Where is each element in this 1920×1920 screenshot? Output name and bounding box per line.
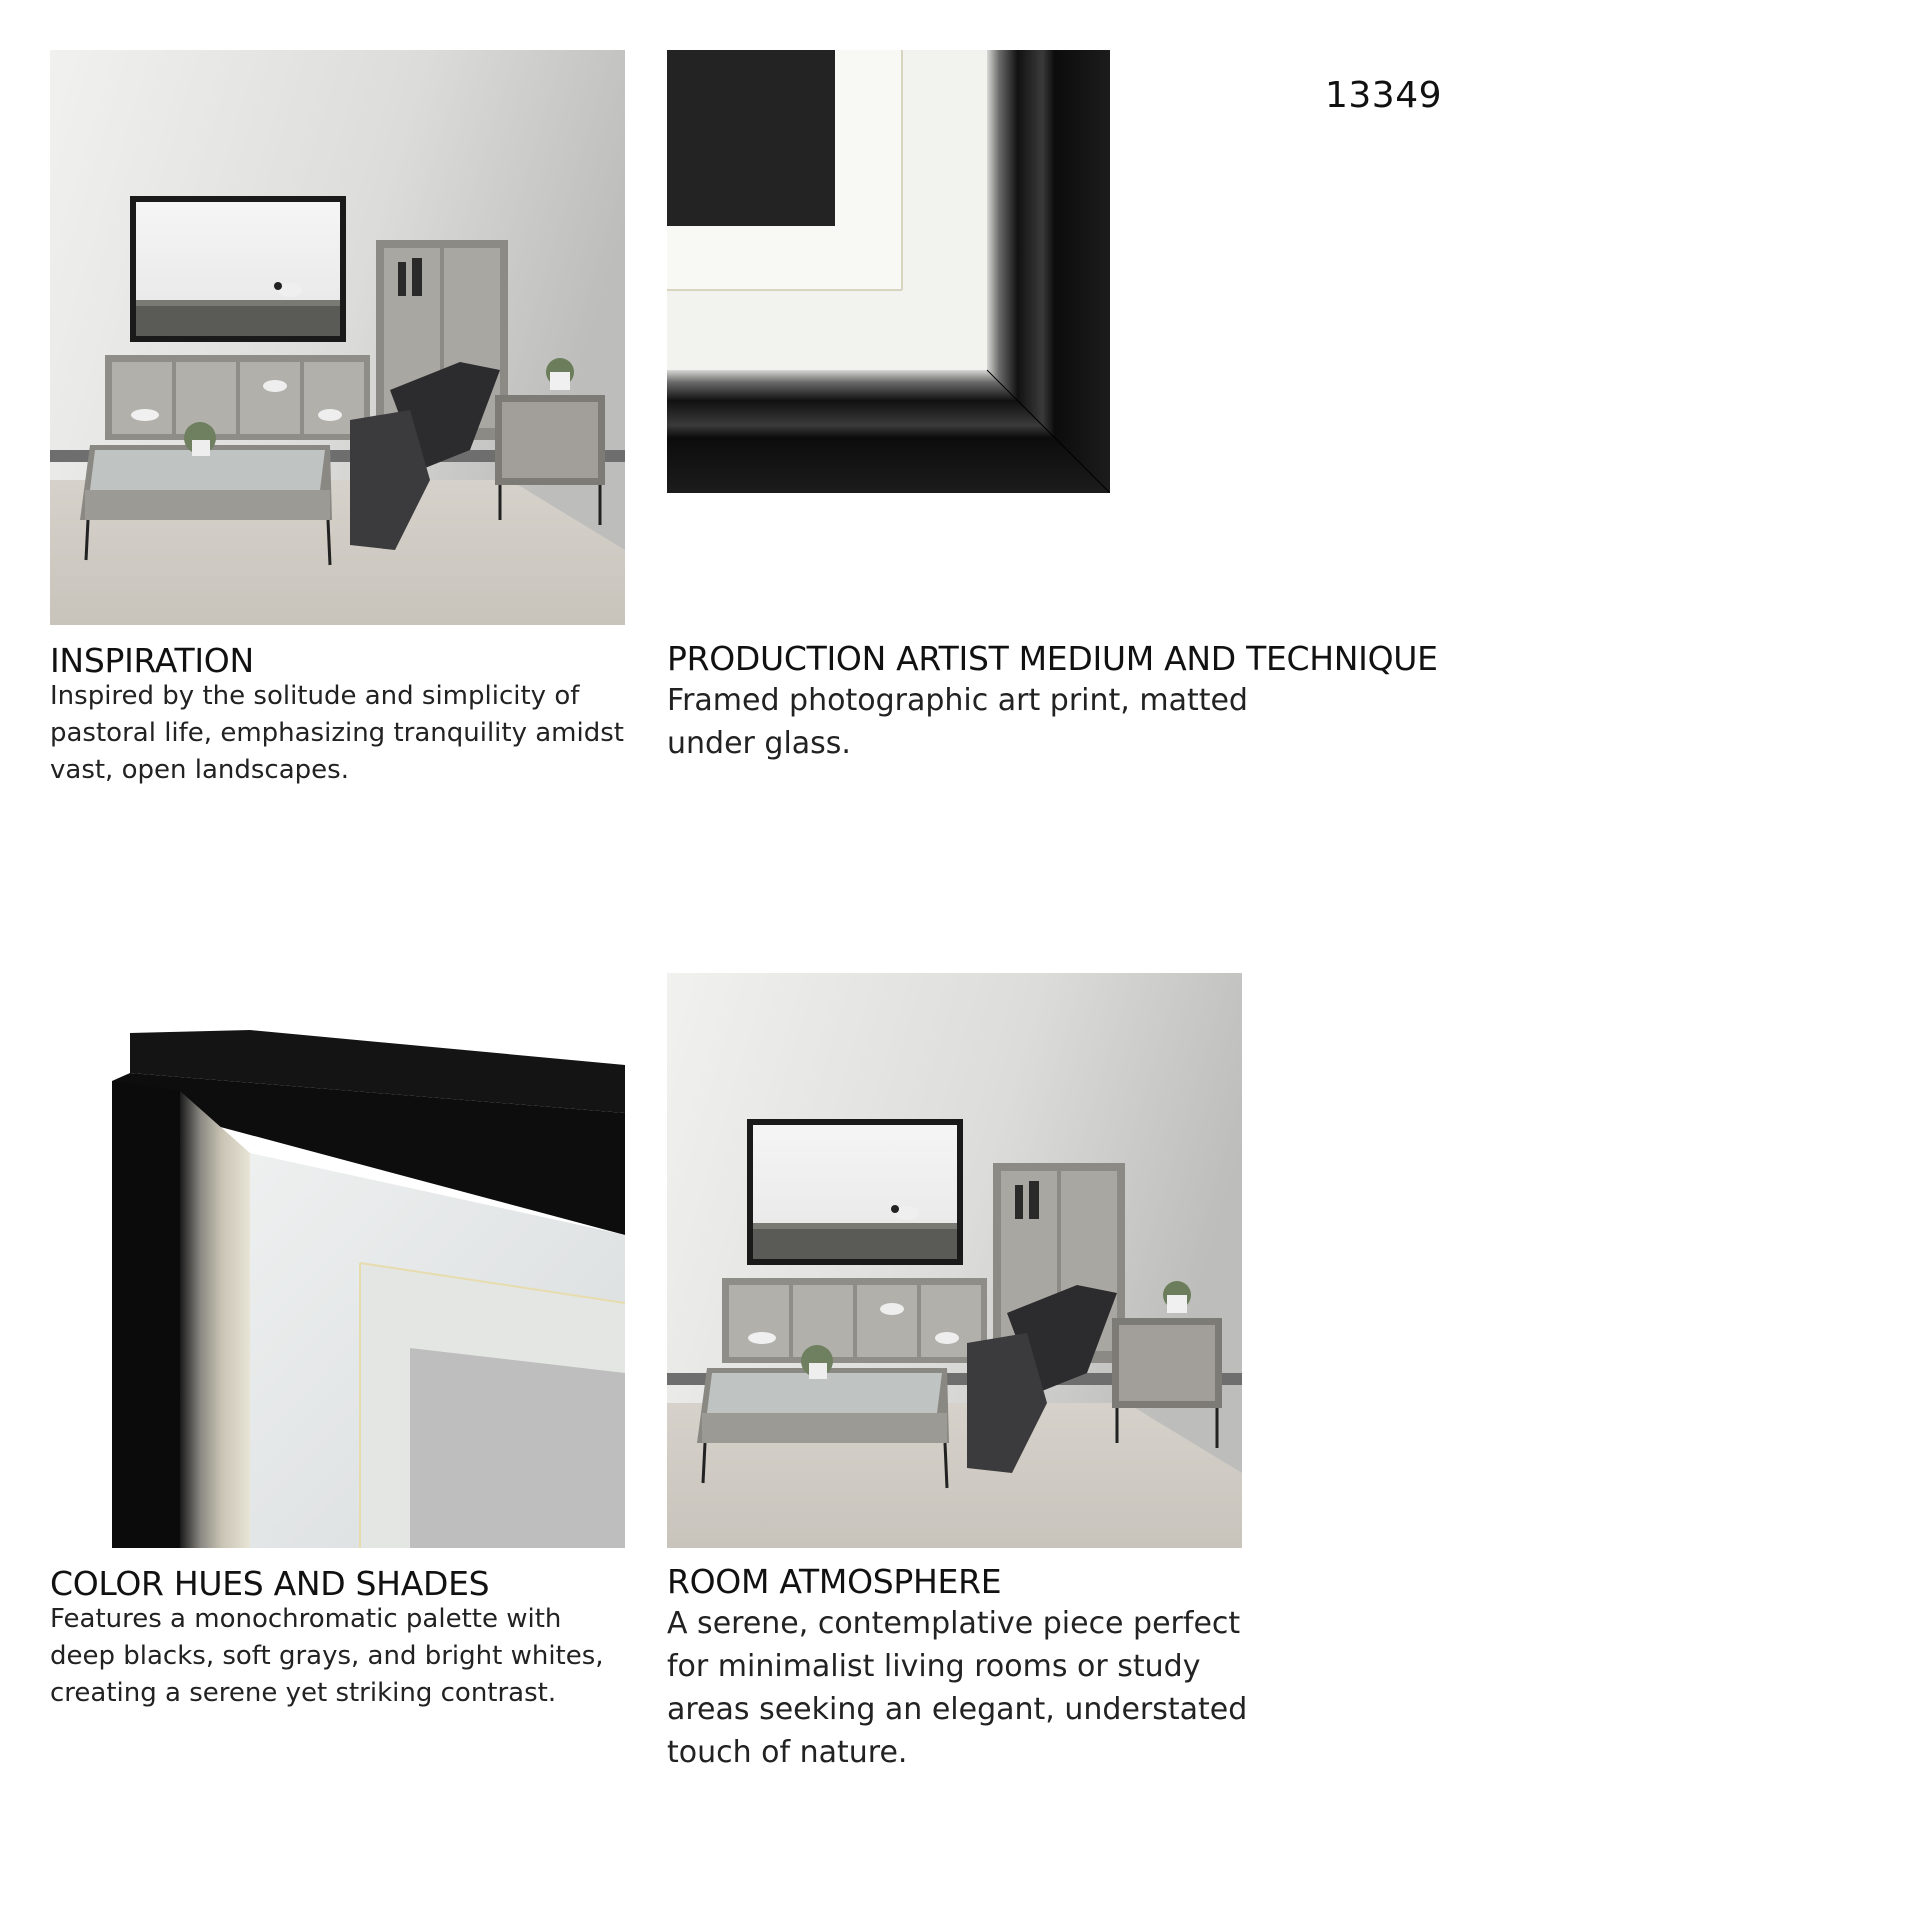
frame-corner-closeup-image [667, 50, 1110, 493]
frame-angle-closeup-image [50, 973, 625, 1548]
production-heading: PRODUCTION ARTIST MEDIUM AND TECHNIQUE [667, 639, 1438, 678]
color-text: Features a monochromatic palette with deep blacks, soft grays, and bright whites, creating a serene yet striking contrast. [50, 1604, 604, 1708]
room-scene-image [50, 50, 625, 625]
atmosphere-text: A serene, contemplative piece perfect for minimalist living rooms or study areas seeking an elegant, understated touch of nature. [667, 1606, 1248, 1770]
color-heading: COLOR HUES AND SHADES [50, 1564, 490, 1603]
production-text: Framed photographic art print, matted under glass. [667, 683, 1248, 761]
product-id: 13349 [1325, 75, 1443, 116]
inspiration-text: Inspired by the solitude and simplicity of pastoral life, emphasizing tranquility amidst vast, open landscapes. [50, 681, 624, 785]
atmosphere-heading: ROOM ATMOSPHERE [667, 1562, 1002, 1601]
inspiration-heading: INSPIRATION [50, 641, 254, 680]
room-atmosphere-image [667, 973, 1242, 1548]
